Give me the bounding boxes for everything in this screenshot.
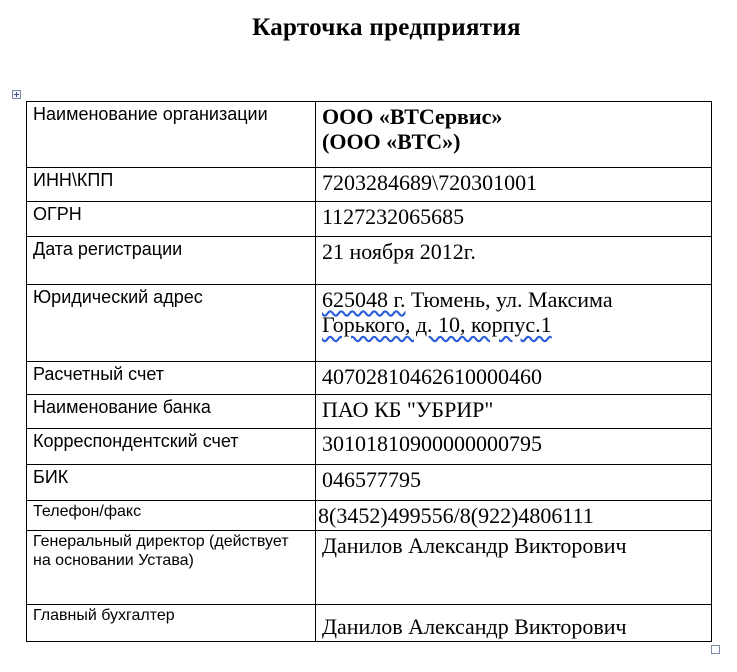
bank-name-value: ПАО КБ "УБРИР" <box>316 395 712 429</box>
table-move-handle-icon[interactable] <box>12 90 21 99</box>
ogrn-label: ОГРН <box>27 202 316 237</box>
legal-address-line1: Тюмень, ул. Максима <box>411 287 613 312</box>
table-row <box>27 202 712 237</box>
org-name-short: (ООО «ВТС») <box>322 129 461 155</box>
corr-account-value: 30101810900000000795 <box>316 429 712 465</box>
phone-fax-label: Телефон/факс <box>27 501 316 531</box>
ogrn-value: 1127232065685 <box>316 202 712 237</box>
org-name-full: ООО «ВТСервис» <box>322 104 503 129</box>
legal-address-postcode: 625048 г. <box>322 287 406 312</box>
table-row <box>27 102 712 168</box>
table-row <box>27 605 712 642</box>
chief-accountant-label: Главный бухгалтер <box>27 605 316 642</box>
table-resize-handle-icon[interactable] <box>711 645 720 654</box>
registration-date-label: Дата регистрации <box>27 237 316 285</box>
registration-date-value: 21 ноября 2012г. <box>316 237 712 285</box>
org-name-label: Наименование организации <box>27 102 316 168</box>
legal-address-label: Юридический адрес <box>27 285 316 362</box>
org-name-value <box>316 102 712 168</box>
chief-accountant-name: Данилов Александр Викторович <box>322 614 627 639</box>
table-row <box>27 285 712 362</box>
table-row <box>27 237 712 285</box>
bik-value: 046577795 <box>316 465 712 501</box>
table-row <box>27 395 712 429</box>
table-row <box>27 465 712 501</box>
table-row <box>27 362 712 395</box>
settlement-account-value: 40702810462610000460 <box>316 362 712 395</box>
chief-accountant-value <box>316 605 712 642</box>
company-card-table <box>26 101 712 642</box>
bank-name-label: Наименование банка <box>27 395 316 429</box>
legal-address-value <box>316 285 712 362</box>
settlement-account-label: Расчетный счет <box>27 362 316 395</box>
inn-kpp-label: ИНН\КПП <box>27 168 316 202</box>
phone-fax-value: 8(3452)499556/8(922)4806111 <box>316 501 712 531</box>
general-director-label: Генеральный директор (действует на основании Устава) <box>27 531 316 605</box>
general-director-value: Данилов Александр Викторович <box>316 531 712 605</box>
table-row <box>27 531 712 605</box>
inn-kpp-value: 7203284689\720301001 <box>316 168 712 202</box>
bik-label: БИК <box>27 465 316 501</box>
table-row <box>27 501 712 531</box>
corr-account-label: Корреспондентский счет <box>27 429 316 465</box>
page-title: Карточка предприятия <box>252 14 521 41</box>
legal-address-line2: Горького, д. 10, корпус.1 <box>322 312 552 338</box>
table-row <box>27 429 712 465</box>
table-row <box>27 168 712 202</box>
